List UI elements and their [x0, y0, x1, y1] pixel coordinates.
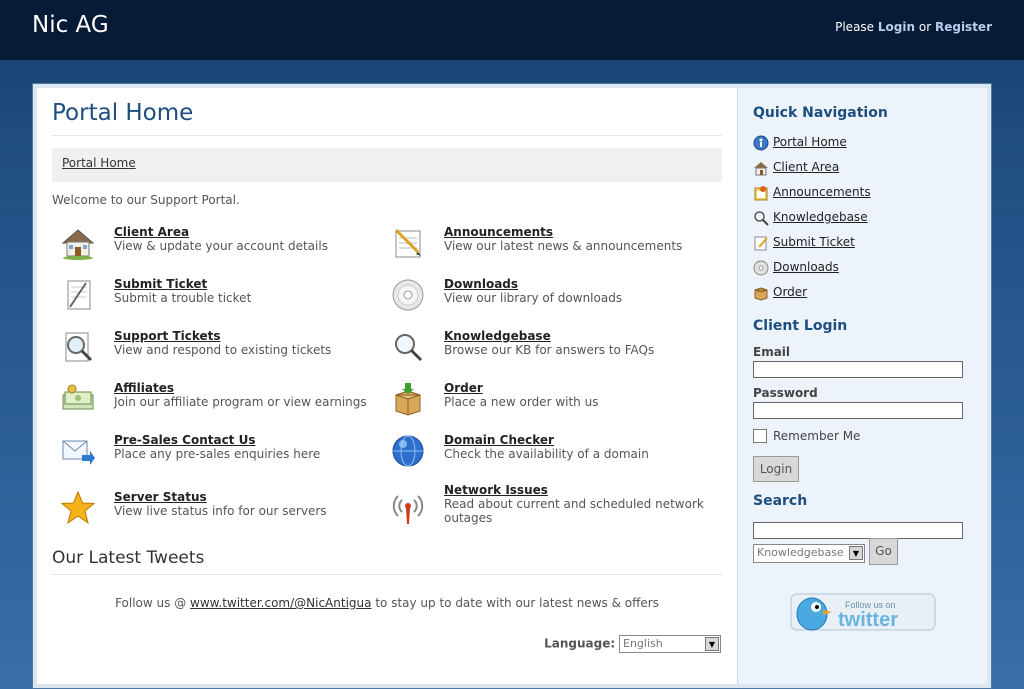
feature-domain-checker[interactable] — [382, 433, 702, 477]
feature-desc: Place any pre-sales enquiries here — [114, 447, 321, 461]
feature-affiliates[interactable] — [52, 381, 372, 425]
box-icon — [390, 381, 426, 417]
sidebar-item-label[interactable]: Portal Home — [773, 135, 847, 149]
chevron-down-icon: ▼ — [849, 546, 863, 560]
tweets-heading: Our Latest Tweets — [52, 548, 205, 568]
feature-desc: Place a new order with us — [444, 395, 599, 409]
feature-title[interactable]: Announcements — [444, 225, 554, 239]
search-scope-value: Knowledgebase — [757, 546, 844, 559]
feature-title[interactable]: Knowledgebase — [444, 329, 551, 343]
auth-links — [835, 20, 992, 34]
feature-order[interactable] — [382, 381, 702, 425]
feature-client-area[interactable] — [52, 225, 372, 269]
main-content — [37, 88, 737, 684]
disc-icon — [753, 260, 769, 276]
feature-knowledgebase[interactable] — [382, 329, 702, 373]
feature-submit-ticket[interactable] — [52, 277, 372, 321]
star-icon — [60, 490, 96, 526]
twitter-link[interactable]: www.twitter.com/@NicAntigua — [190, 596, 372, 610]
twitter-wordmark: twitter — [838, 609, 898, 631]
feature-title[interactable]: Submit Ticket — [114, 277, 208, 291]
feature-desc: View our library of downloads — [444, 291, 623, 305]
search-heading: Search — [753, 493, 808, 509]
feature-desc: View live status info for our servers — [114, 504, 327, 518]
mail-arrow-icon — [60, 433, 96, 469]
twitter-follow-text: Follow us on — [845, 600, 896, 610]
box-icon — [753, 285, 769, 301]
feature-title[interactable]: Network Issues — [444, 483, 548, 497]
feature-desc: View & update your account details — [114, 239, 328, 253]
welcome-text: Welcome to our Support Portal. — [52, 193, 240, 207]
quick-nav-heading: Quick Navigation — [753, 105, 888, 121]
please-text: Please — [835, 20, 875, 34]
password-label: Password — [753, 386, 818, 400]
sidebar-item-label[interactable]: Knowledgebase — [773, 210, 868, 224]
go-button[interactable]: Go — [869, 538, 898, 565]
feature-desc: View our latest news & announcements — [444, 239, 683, 253]
feature-title[interactable]: Affiliates — [114, 381, 175, 395]
feature-desc: Read about current and scheduled network outages — [444, 497, 704, 525]
client-login-heading: Client Login — [753, 318, 848, 334]
feature-pre-sales-contact[interactable] — [52, 433, 372, 477]
feature-support-tickets[interactable] — [52, 329, 372, 373]
house-icon — [753, 160, 769, 176]
feature-desc: Join our affiliate program or view earnings — [114, 395, 367, 409]
paper-pencil-icon — [753, 235, 769, 251]
notepad-icon — [753, 185, 769, 201]
sidebar-item-label[interactable]: Announcements — [773, 185, 871, 199]
feature-title[interactable]: Domain Checker — [444, 433, 554, 447]
brand-logo[interactable]: Nic AG — [32, 12, 109, 38]
password-field[interactable] — [753, 402, 963, 419]
search-scope-select[interactable] — [753, 544, 865, 563]
title-divider — [52, 135, 722, 136]
feature-title[interactable]: Pre-Sales Contact Us — [114, 433, 256, 447]
globe-icon — [390, 433, 426, 469]
email-field[interactable] — [753, 361, 963, 378]
feature-desc: View and respond to existing tickets — [114, 343, 332, 357]
feature-title[interactable]: Support Tickets — [114, 329, 221, 343]
feature-title[interactable]: Server Status — [114, 490, 207, 504]
breadcrumb — [52, 148, 722, 182]
breadcrumb-portal-home[interactable]: Portal Home — [62, 156, 136, 170]
feature-server-status[interactable] — [52, 490, 372, 534]
language-select[interactable] — [619, 635, 721, 653]
feature-title[interactable]: Downloads — [444, 277, 519, 291]
chevron-down-icon: ▼ — [705, 637, 719, 651]
follow-prefix: Follow us @ — [115, 596, 187, 610]
sidebar-item-label[interactable]: Submit Ticket — [773, 235, 855, 249]
feature-announcements[interactable] — [382, 225, 702, 269]
top-bar — [0, 0, 1024, 60]
language-selector — [544, 635, 721, 653]
remember-me-checkbox[interactable] — [753, 429, 767, 443]
search-input[interactable] — [753, 522, 963, 539]
antenna-icon — [390, 490, 426, 526]
language-value: English — [623, 637, 663, 650]
sidebar-item-label[interactable]: Order — [773, 285, 808, 299]
sidebar-item-label[interactable]: Downloads — [773, 260, 839, 274]
feature-desc: Submit a trouble ticket — [114, 291, 252, 305]
sidebar-item-label[interactable]: Client Area — [773, 160, 840, 174]
feature-downloads[interactable] — [382, 277, 702, 321]
follow-suffix: to stay up to date with our latest news & offers — [375, 596, 659, 610]
feature-title[interactable]: Client Area — [114, 225, 190, 239]
feature-desc: Browse our KB for answers to FAQs — [444, 343, 655, 357]
follow-line — [37, 596, 737, 610]
house-icon — [60, 225, 96, 261]
follow-twitter-button[interactable] — [790, 590, 936, 634]
language-label: Language: — [544, 636, 616, 651]
feature-desc: Check the availability of a domain — [444, 447, 649, 461]
magnifier-icon — [390, 329, 426, 365]
or-text: or — [918, 20, 932, 34]
info-globe-icon — [753, 135, 769, 151]
remember-me-label: Remember Me — [773, 429, 861, 443]
disc-icon — [390, 277, 426, 313]
feature-network-issues[interactable] — [382, 483, 702, 527]
document-magnifier-icon — [60, 329, 96, 365]
login-link[interactable]: Login — [877, 20, 916, 34]
email-label: Email — [753, 345, 791, 359]
feature-title[interactable]: Order — [444, 381, 483, 395]
tweets-divider — [52, 574, 722, 575]
magnifier-icon — [753, 210, 769, 226]
sidebar — [737, 88, 987, 684]
notepad-icon — [390, 225, 426, 261]
register-link[interactable]: Register — [934, 20, 992, 34]
page-title: Portal Home — [52, 100, 194, 126]
paper-pencil-icon — [60, 277, 96, 313]
login-button[interactable]: Login — [753, 456, 799, 482]
money-icon — [60, 381, 96, 417]
